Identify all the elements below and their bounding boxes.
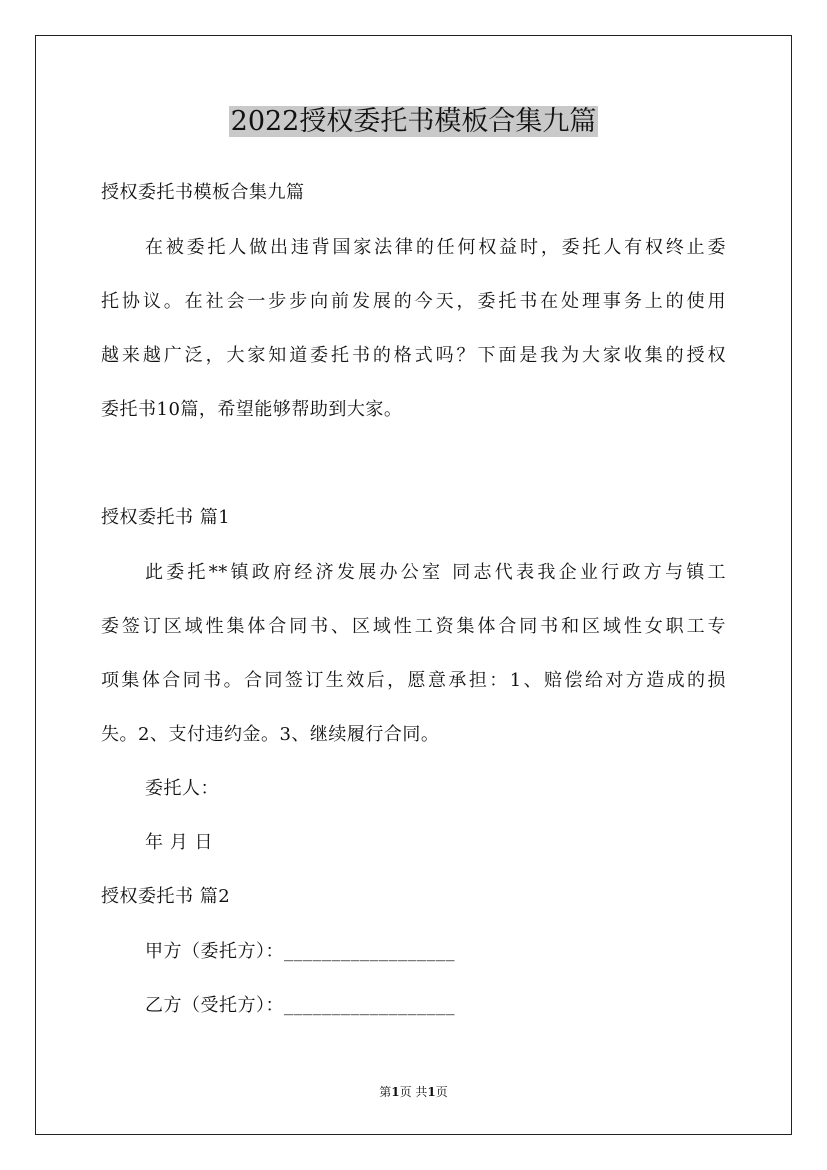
section-1-line-3: 项集体合同书。合同签订生效后，愿意承担：1、赔偿给对方造成的损 — [101, 670, 726, 691]
footer-page-total: 1 — [427, 1085, 436, 1099]
date-label: 年 月 日 — [145, 832, 213, 853]
principal-label: 委托人： — [145, 778, 219, 799]
footer-middle: 页 共 — [399, 1085, 428, 1099]
intro-line-3: 越来越广泛，大家知道委托书的格式吗？下面是我为大家收集的授权 — [101, 345, 726, 366]
intro-line-1: 在被委托人做出违背国家法律的任何权益时，委托人有权终止委 — [145, 237, 726, 258]
document-title-text: 2022授权委托书模板合集九篇 — [230, 106, 597, 137]
party-b-field: 乙方（受托方）：__________________ — [145, 995, 455, 1016]
section-1-line-1: 此委托**镇政府经济发展办公室 同志代表我企业行政方与镇工 — [145, 562, 726, 583]
page-footer — [0, 1083, 827, 1101]
footer-prefix: 第 — [379, 1085, 392, 1099]
footer-page-number: 1 — [391, 1085, 400, 1099]
party-a-field: 甲方（委托方）：__________________ — [145, 941, 455, 962]
section-1-heading: 授权委托书 篇1 — [101, 507, 231, 528]
intro-line-4: 委托书10篇，希望能够帮助到大家。 — [101, 399, 403, 420]
section-1-line-2: 委签订区域性集体合同书、区域性工资集体合同书和区域性女职工专 — [101, 616, 726, 637]
footer-suffix: 页 — [435, 1085, 448, 1099]
intro-line-2: 托协议。在社会一步步向前发展的今天，委托书在处理事务上的使用 — [101, 291, 726, 312]
document-title — [0, 102, 827, 142]
document-subtitle: 授权委托书模板合集九篇 — [101, 182, 305, 203]
section-1-line-4: 失。2、支付违约金。3、继续履行合同。 — [101, 724, 440, 745]
section-2-heading: 授权委托书 篇2 — [101, 886, 231, 907]
